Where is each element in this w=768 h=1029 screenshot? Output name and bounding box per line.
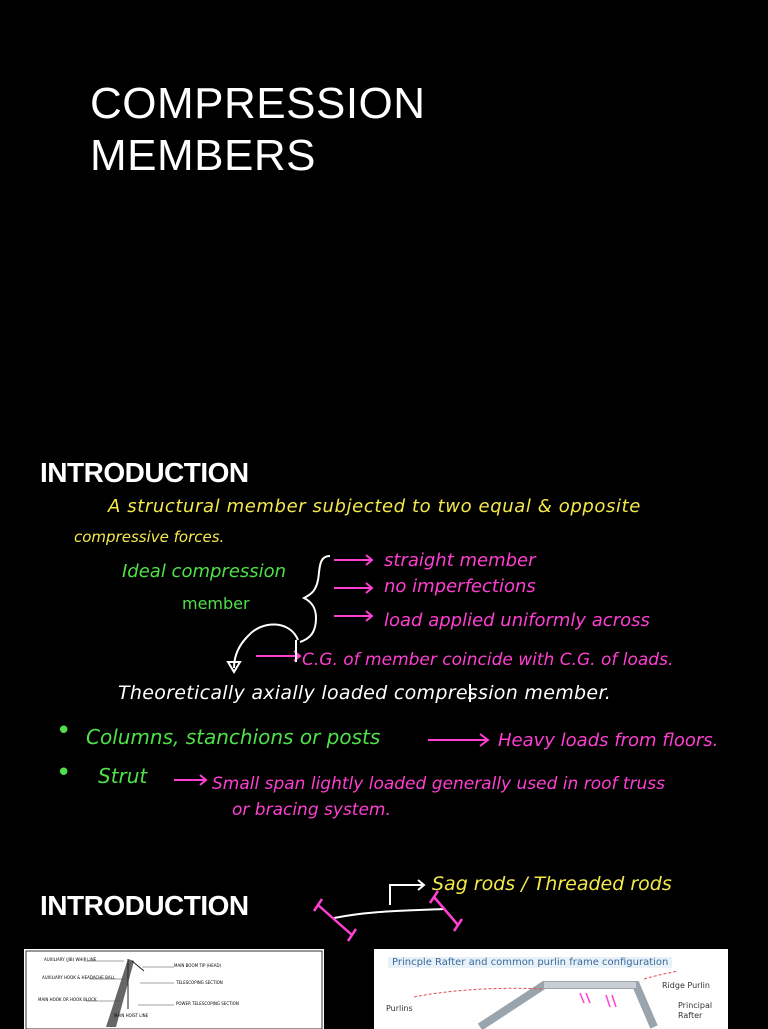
bullet-1-result: Heavy loads from floors. — [498, 730, 719, 751]
truss-label-ridge: Ridge Purlin — [662, 981, 710, 990]
sag-rod-note: Sag rods / Threaded rods — [432, 873, 672, 895]
arrow-cg — [256, 651, 300, 661]
note-arrow — [390, 880, 424, 905]
crane-label-3: AUXILIARY HOOK & HEADACHE BALL — [42, 975, 116, 980]
brace-stroke — [300, 556, 330, 642]
truss-diagram — [374, 949, 728, 1029]
arrow-bullet-2 — [174, 775, 206, 785]
arrow-1 — [334, 555, 372, 565]
bullet-1-label: Columns, stanchions or posts — [86, 725, 381, 749]
slide-heading: INTRODUCTION — [40, 457, 249, 488]
crane-label-5: MAIN HOOK OR HOOK BLOCK — [38, 997, 97, 1002]
truss-frame — [480, 985, 654, 1027]
truss-title: Princple Rafter and common purlin frame configuration — [388, 957, 672, 968]
crane-label-7: MAIN HOIST LINE — [114, 1013, 149, 1018]
rod-end-left — [314, 899, 356, 941]
crane-label-6: POWER TELESCOPING SECTION — [176, 1001, 239, 1006]
slide-introduction — [0, 440, 768, 860]
title-line-1: COMPRESSION — [90, 79, 426, 128]
rod-ends — [314, 891, 462, 941]
slide-title-text — [90, 78, 426, 182]
slide-title — [0, 0, 768, 420]
definition-line-1: A structural member subjected to two equal & opposite — [108, 496, 641, 517]
curve-stroke — [234, 624, 298, 668]
ideal-label-line-1: Ideal compression — [122, 561, 287, 582]
bullet-2-dot: • — [56, 758, 72, 788]
ideal-point-3: load applied uniformly across — [384, 610, 650, 631]
bullet-2-label: Strut — [98, 764, 148, 788]
bullet-2-result-line-2: or bracing system. — [232, 800, 391, 820]
ideal-label-line-2: member — [182, 594, 250, 613]
arrow-3 — [334, 611, 372, 621]
crane-label-2: MAIN BOOM TIP (HEAD) — [174, 963, 222, 968]
slide-heading: INTRODUCTION — [40, 890, 249, 921]
truss-label-purlins: Purlins — [386, 1004, 413, 1013]
slide-introduction-2 — [0, 865, 768, 1024]
definition-line-2: compressive forces. — [74, 528, 225, 546]
title-line-2: MEMBERS — [90, 131, 316, 180]
arrow-2 — [334, 583, 372, 593]
crane-diagram — [24, 949, 324, 1029]
truss-marks — [580, 993, 616, 1007]
annotation-ink — [0, 440, 768, 860]
bullet-1-dot: • — [56, 716, 72, 746]
crane-label-1: AUXILIARY (JIB) WHIP LINE — [44, 957, 97, 962]
truss-label-rafter: Principal Rafter — [678, 1001, 713, 1020]
crane-label-4: TELESCOPING SECTION — [176, 980, 223, 985]
arrow-bullet-1 — [428, 734, 488, 746]
cg-note: C.G. of member coincide with C.G. of loads. — [302, 650, 674, 670]
theory-line: Theoretically axially loaded compression member. — [118, 682, 612, 704]
ideal-point-1: straight member — [384, 550, 536, 571]
bullet-2-result-line-1: Small span lightly loaded generally used in roof truss — [212, 774, 666, 794]
rod-line — [334, 909, 444, 918]
ideal-point-2: no imperfections — [384, 576, 536, 597]
rod-end-right — [430, 891, 462, 931]
point-arrows — [174, 555, 488, 785]
